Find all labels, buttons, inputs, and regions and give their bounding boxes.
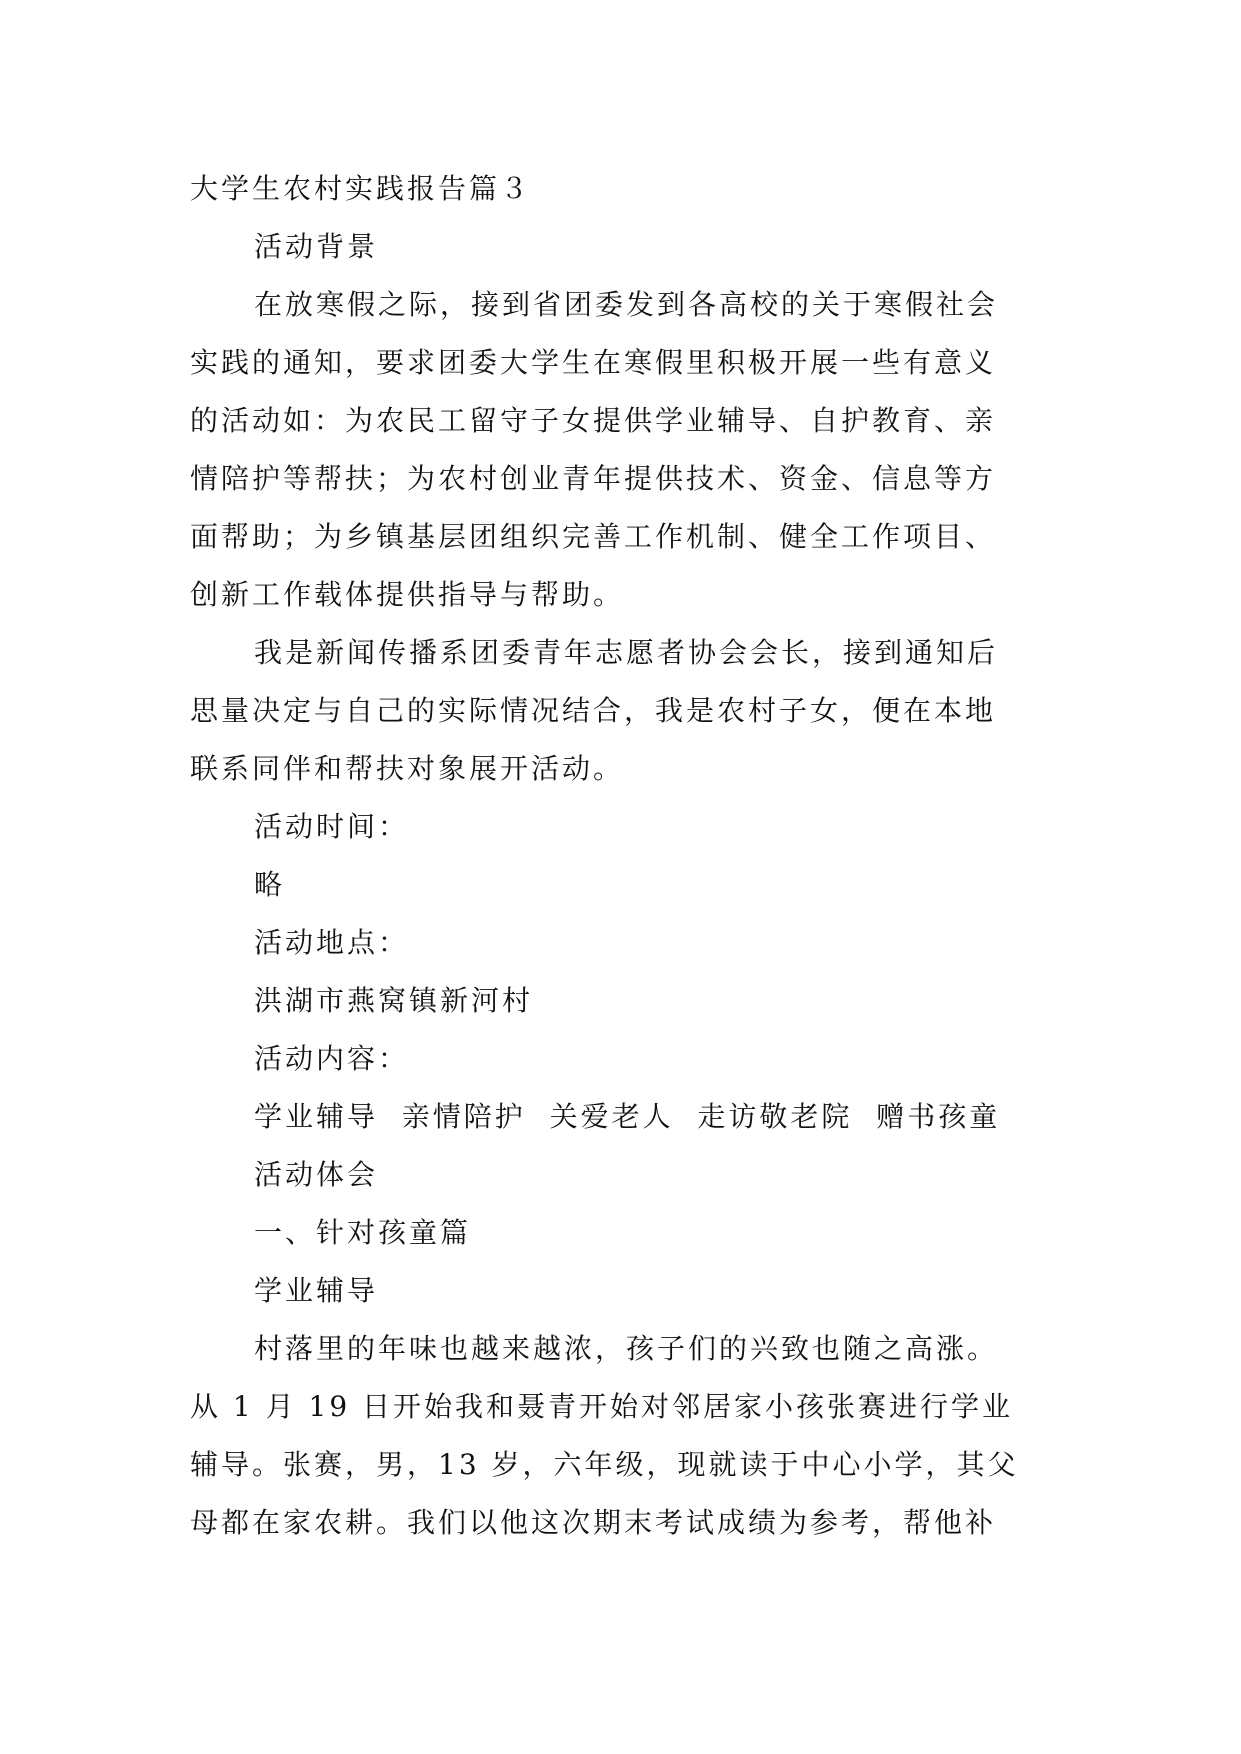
paragraph-tutoring xyxy=(190,1320,1090,1552)
paragraph-line: 在放寒假之际，接到省团委发到各高校的关于寒假社会 xyxy=(254,288,999,321)
label-activity-time: 活动时间： xyxy=(254,810,410,843)
document-body xyxy=(190,160,1090,1552)
label-activity-content: 活动内容： xyxy=(254,1042,410,1075)
document-title: 大学生农村实践报告篇３ xyxy=(190,172,532,205)
heading-activity-background: 活动背景 xyxy=(254,230,379,263)
heading-activity-experience: 活动体会 xyxy=(254,1158,379,1191)
paragraph-line: 实践的通知，要求团委大学生在寒假里积极开展一些有意义 xyxy=(190,346,997,379)
paragraph-line: 母都在家农耕。我们以他这次期末考试成绩为参考，帮他补 xyxy=(190,1506,997,1539)
paragraph-line: 我是新闻传播系团委青年志愿者协会会长，接到通知后 xyxy=(254,636,999,669)
paragraph-background xyxy=(190,276,1090,624)
heading-part-one: 一、针对孩童篇 xyxy=(254,1216,472,1249)
paragraph-line: 辅导。张赛，男，13 岁，六年级，现就读于中心小学，其父 xyxy=(190,1448,1019,1481)
paragraph-line: 的活动如：为农民工留守子女提供学业辅导、自护教育、亲 xyxy=(190,404,997,437)
label-activity-place: 活动地点： xyxy=(254,926,410,959)
value-activity-place: 洪湖市燕窝镇新河村 xyxy=(254,984,534,1017)
heading-tutoring: 学业辅导 xyxy=(254,1274,379,1307)
paragraph-line: 思量决定与自己的实际情况结合，我是农村子女，便在本地 xyxy=(190,694,997,727)
paragraph-line: 创新工作载体提供指导与帮助。 xyxy=(190,578,625,611)
paragraph-line: 情陪护等帮扶；为农村创业青年提供技术、资金、信息等方 xyxy=(190,462,997,495)
paragraph-line: 面帮助；为乡镇基层团组织完善工作机制、健全工作项目、 xyxy=(190,520,997,553)
paragraph-intro xyxy=(190,624,1090,798)
paragraph-line: 从 1 月 19 日开始我和聂青开始对邻居家小孩张赛进行学业 xyxy=(190,1390,1014,1423)
paragraph-line: 联系同伴和帮扶对象展开活动。 xyxy=(190,752,625,785)
value-activity-time: 略 xyxy=(254,868,286,901)
value-activity-content: 学业辅导 亲情陪护 关爱老人 走访敬老院 赠书孩童 xyxy=(254,1100,1001,1133)
paragraph-line: 村落里的年味也越来越浓，孩子们的兴致也随之高涨。 xyxy=(254,1332,999,1365)
